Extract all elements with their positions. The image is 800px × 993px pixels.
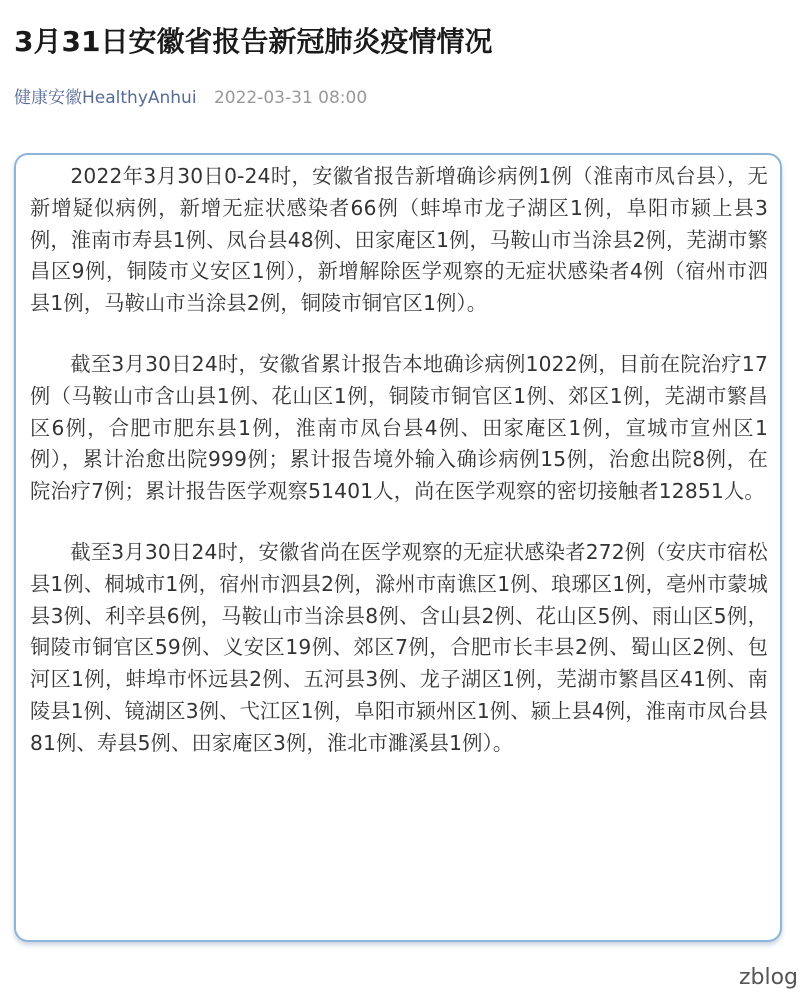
content-box bbox=[14, 153, 782, 942]
watermark: zblog bbox=[738, 965, 798, 990]
article-title: 3月31日安徽省报告新冠肺炎疫情情况 bbox=[14, 25, 493, 58]
paragraph-new-cases: 2022年3月30日0-24时，安徽省报告新增确诊病例1例（淮南市凤台县），无新增疑似病例，新增无症状感染者66例（蚌埠市龙子湖区1例，阜阳市颍上县3例，淮南市寿县1例、凤台县48例、田家庵区1例，马鞍山市当涂县2例，芜湖市繁昌区9例，铜陵市义安区1例），新增解除医学观察的无症状感染者4例（宿州市泗县1例，马鞍山市当涂县2例，铜陵市铜官区1例）。 bbox=[30, 164, 769, 316]
paragraph-asymptomatic-under-observation: 截至3月30日24时，安徽省尚在医学观察的无症状感染者272例（安庆市宿松县1例、桐城市1例，宿州市泗县2例，滁州市南谯区1例、琅琊区1例，亳州市蒙城县3例、利辛县6例，马鞍山市当涂县8例、含山县2例、花山区5例、雨山区5例，铜陵市铜官区59例、义安区19例、郊区7例，合肥市长丰县2例、蜀山区2例、包河区1例，蚌埠市怀远县2例、五河县3例、龙子湖区1例，芜湖市繁昌区41例、南陵县1例、镜湖区3例、弋江区1例，阜阳市颍州区1例、颍上县4例，淮南市凤台县81例、寿县5例、田家庵区3例，淮北市濉溪县1例）。 bbox=[30, 539, 769, 755]
publish-date: 2022-03-31 08:00 bbox=[213, 88, 368, 108]
paragraph-cumulative-confirmed: 截至3月30日24时，安徽省累计报告本地确诊病例1022例，目前在院治疗17例（马鞍山市含山县1例、花山区1例，铜陵市铜官区1例、郊区1例，芜湖市繁昌区6例，合肥市肥东县1例，淮南市凤台县4例、田家庵区1例，宣城市宣州区1例），累计治愈出院999例；累计报告境外输入确诊病例15例，治愈出院8例，在院治疗7例；累计报告医学观察51401人，尚在医学观察的密切接触者12851人。 bbox=[30, 351, 768, 504]
article-meta bbox=[14, 86, 367, 110]
source-link[interactable]: 健康安徽HealthyAnhui bbox=[14, 88, 197, 108]
